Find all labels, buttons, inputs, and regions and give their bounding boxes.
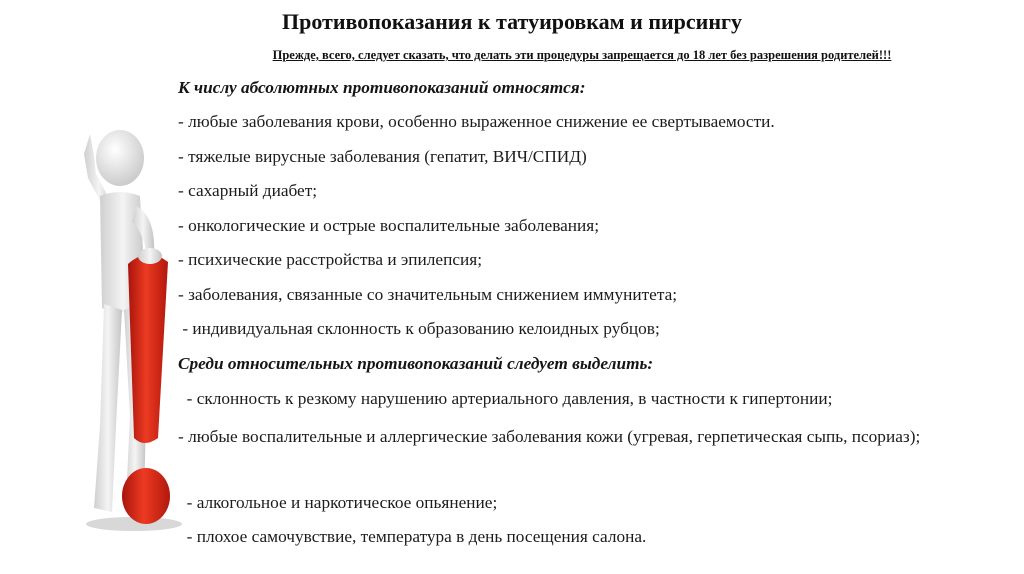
relative-item: - склонность к резкому нарушению артериального давления, в частности к гипертонии; xyxy=(178,389,833,408)
absolute-item: - индивидуальная склонность к образованию келоидных рубцов; xyxy=(178,319,660,338)
slide-title: Противопоказания к татуировкам и пирсингу xyxy=(281,9,743,34)
relative-item: - алкогольное и наркотическое опьянение; xyxy=(178,493,498,512)
relative-item: - любые воспалительные и аллергические заболевания кожи (угревая, герпетическая сыпь, псориаз); xyxy=(178,427,921,446)
slide-subtitle: Прежде, всего, следует сказать, что делать эти процедуры запрещается до 18 лет без разрешения родителей!!! xyxy=(272,48,892,62)
absolute-item: - онкологические и острые воспалительные заболевания; xyxy=(178,216,600,235)
absolute-item: - любые заболевания крови, особенно выраженное снижение ее свертываемости. xyxy=(178,112,775,131)
relative-item: - плохое самочувствие, температура в день посещения салона. xyxy=(178,527,647,546)
person-with-exclamation-icon xyxy=(64,96,184,536)
absolute-item: - психические расстройства и эпилепсия; xyxy=(178,250,483,269)
absolute-item: - сахарный диабет; xyxy=(178,181,318,200)
absolute-item: - заболевания, связанные со значительным снижением иммунитета; xyxy=(178,285,678,304)
absolute-item: - тяжелые вирусные заболевания (гепатит, ВИЧ/СПИД) xyxy=(178,147,587,166)
absolute-contraindications-heading: К числу абсолютных противопоказаний относятся: xyxy=(178,78,586,97)
relative-contraindications-heading: Среди относительных противопоказаний следует выделить: xyxy=(178,354,654,373)
